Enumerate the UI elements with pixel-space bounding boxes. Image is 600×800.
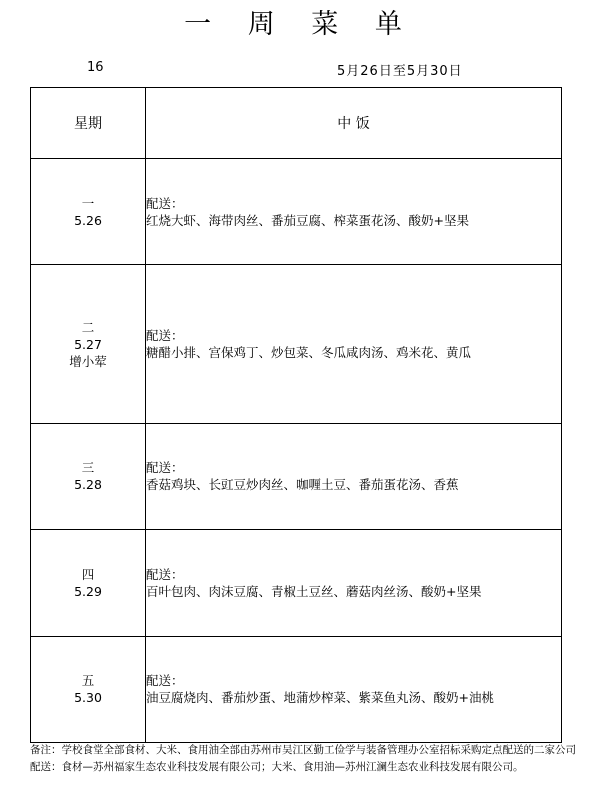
footnote: 备注：学校食堂全部食材、大米、食用油全部由苏州市吴江区勤工俭学与装备管理办公室招标采购定点配送的二家公司配送：食材—苏州福家生态农业科技发展有限公司；大米、食用油—苏州江澜生态农业科技发展有限公司。	[30, 744, 576, 773]
day-cell	[31, 636, 146, 742]
meal-cell	[146, 159, 562, 265]
meal-dishes: 红烧大虾、海带肉丝、番茄豆腐、榨菜蛋花汤、酸奶+坚果	[146, 212, 469, 228]
day-date: 5.28	[74, 477, 102, 493]
meal-cell	[146, 265, 562, 423]
day-name: 四	[81, 566, 95, 582]
table-row	[31, 530, 562, 636]
day-date: 5.30	[74, 690, 102, 706]
table-row	[31, 636, 562, 742]
day-cell	[31, 265, 146, 423]
meal-cell	[146, 530, 562, 636]
meal-label: 配送：	[146, 328, 184, 344]
day-date: 5.26	[74, 212, 102, 228]
day-name: 五	[81, 673, 95, 689]
date-range: 5月26日至5月30日	[337, 64, 463, 79]
meal-cell	[146, 636, 562, 742]
meal-label: 配送：	[146, 460, 184, 476]
day-name: 三	[81, 460, 95, 476]
meal-cell	[146, 423, 562, 529]
menu-table	[30, 87, 562, 743]
day-name: 二	[81, 319, 95, 335]
day-date: 5.27	[74, 336, 102, 352]
header-lunch: 中 饭	[146, 88, 562, 159]
meal-dishes: 香菇鸡块、长豇豆炒肉丝、咖喱土豆、番茄蛋花汤、香蕉	[146, 477, 459, 493]
table-row	[31, 423, 562, 529]
page-title: 一 周 菜 单	[184, 9, 416, 40]
week-number: 16	[87, 60, 104, 75]
day-date: 5.29	[74, 583, 102, 599]
meal-dishes: 百叶包肉、肉沫豆腐、青椒土豆丝、蘑菇肉丝汤、酸奶+坚果	[146, 583, 482, 599]
day-extra-note: 增小荤	[69, 353, 107, 369]
meal-label: 配送：	[146, 566, 184, 582]
day-cell	[31, 159, 146, 265]
day-cell	[31, 423, 146, 529]
meal-label: 配送：	[146, 195, 184, 211]
table-row	[31, 159, 562, 265]
day-cell	[31, 530, 146, 636]
header-day: 星期	[31, 88, 146, 159]
table-row	[31, 265, 562, 423]
meal-label: 配送：	[146, 673, 184, 689]
table-header-row	[31, 88, 562, 159]
meal-dishes: 油豆腐烧肉、番茄炒蛋、地蒲炒榨菜、紫菜鱼丸汤、酸奶+油桃	[146, 690, 494, 706]
day-name: 一	[81, 195, 95, 211]
meal-dishes: 糖醋小排、宫保鸡丁、炒包菜、冬瓜咸肉汤、鸡米花、黄瓜	[146, 345, 472, 361]
